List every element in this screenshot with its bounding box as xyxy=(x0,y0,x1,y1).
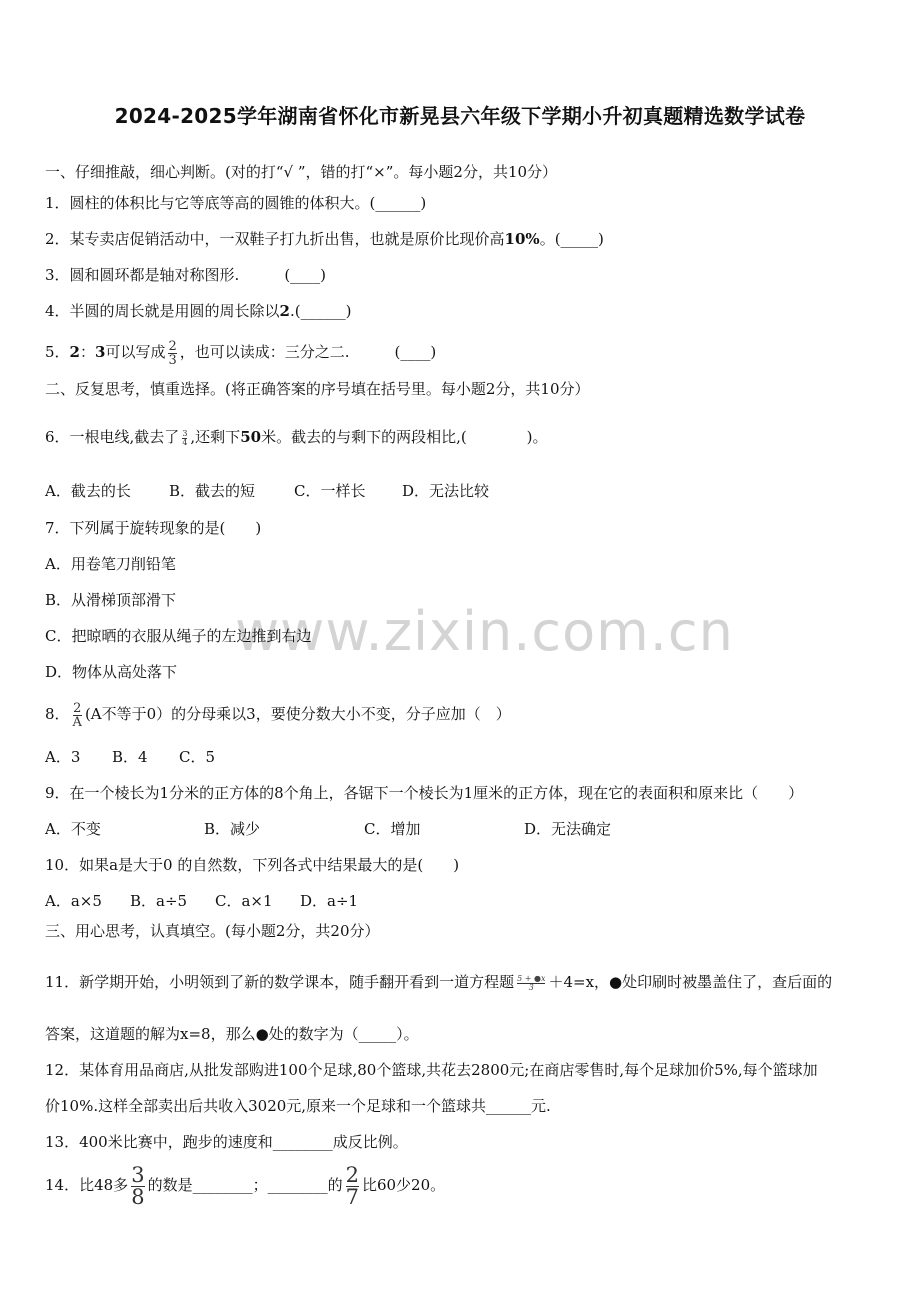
question-4-number: 2 xyxy=(279,302,290,320)
question-6 xyxy=(45,422,548,452)
fraction-two-thirds xyxy=(168,340,176,367)
section-2-heading: 二、反复思考，慎重选择。(将正确答案的序号填在括号里。每小题2分，共10分） xyxy=(45,380,590,398)
fraction-three-quarters xyxy=(182,430,187,447)
fraction-numerator: 2 xyxy=(73,700,82,716)
question-8-num: 8． xyxy=(45,705,70,723)
question-12-cont: 价10%.这样全部卖出后共收入3020元,原来一个足球和一个篮球共______元. xyxy=(45,1097,551,1115)
watermark: www.zixin.com.cn xyxy=(235,600,734,663)
option-d[interactable]: D．无法确定 xyxy=(524,820,612,838)
question-4-text: 4．半圆的周长就是用圆的周长除以 xyxy=(45,302,280,320)
option-a[interactable]: A．a×5 xyxy=(45,892,102,910)
fraction-denominator: A xyxy=(72,714,82,730)
question-2-blank: 。(_____) xyxy=(539,230,604,248)
fraction-three-eighths xyxy=(131,1162,145,1209)
question-14-text: 14．比48多 xyxy=(45,1176,129,1194)
question-11 xyxy=(45,966,832,998)
option-c[interactable]: C．把晾晒的衣服从绳子的左边推到右边 xyxy=(45,627,312,645)
option-c[interactable]: C．一样长 xyxy=(294,482,366,500)
option-d[interactable]: D．a÷1 xyxy=(300,892,359,910)
fraction-numerator: 3 xyxy=(182,428,188,438)
question-2 xyxy=(45,229,604,249)
option-b[interactable]: B．a÷5 xyxy=(130,892,188,910)
question-11-text: 11．新学期开始，小明领到了新的数学课本，随手翻开看到一道方程题 xyxy=(45,973,515,991)
fraction-denominator: 3 xyxy=(517,983,545,992)
equation-fraction xyxy=(517,975,545,992)
fraction-two-over-a xyxy=(73,702,82,729)
option-b[interactable]: B．减少 xyxy=(204,820,261,838)
question-8 xyxy=(45,696,511,732)
question-10-options xyxy=(45,891,358,911)
question-14-text-2: 的数是________；________的 xyxy=(147,1176,343,1194)
question-14-tail: 比60少20。 xyxy=(361,1176,446,1194)
question-5 xyxy=(45,334,436,370)
section-1-heading: 一、仔细推敲，细心判断。(对的打“√ ”，错的打“×”。每小题2分，共10分） xyxy=(45,163,558,181)
page-title: 2024-2025学年湖南省怀化市新晃县六年级下学期小升初真题精选数学试卷 xyxy=(114,104,806,128)
fraction-numerator: 5 + ●x xyxy=(517,973,546,983)
section-3-heading: 三、用心思考，认真填空。(每小题2分，共20分） xyxy=(45,922,380,940)
question-6-options xyxy=(45,481,489,501)
question-8-text: (A不等于0）的分母乘以3，要使分数大小不变，分子应加（ ） xyxy=(84,705,511,723)
question-9: 9．在一个棱长为1分米的正方体的8个角上，各锯下一个棱长为1厘米的正方体，现在它的表面积和原来比（ ） xyxy=(45,784,804,802)
option-c[interactable]: C．a×1 xyxy=(215,892,273,910)
question-4 xyxy=(45,301,351,321)
option-c[interactable]: C．5 xyxy=(179,748,216,766)
fraction-denominator: 4 xyxy=(182,437,188,447)
question-8-options xyxy=(45,747,215,767)
option-a[interactable]: A．3 xyxy=(45,748,81,766)
question-12: 12．某体育用品商店,从批发部购进100个足球,80个篮球,共花去2800元;在商店零售时,每个足球加价5%,每个篮球加 xyxy=(45,1061,818,1079)
option-d[interactable]: D．无法比较 xyxy=(402,482,490,500)
question-5-num: 5． xyxy=(45,343,70,361)
fraction-denominator: 7 xyxy=(345,1184,359,1209)
question-9-options xyxy=(45,819,611,839)
question-5-tail: ，也可以读成：三分之二. (____) xyxy=(179,343,437,361)
fraction-numerator: 3 xyxy=(131,1162,145,1187)
ratio-colon: ： xyxy=(79,343,95,361)
question-7: 7．下列属于旋转现象的是( ) xyxy=(45,519,262,537)
fraction-two-sevenths xyxy=(345,1162,359,1209)
option-a[interactable]: A．截去的长 xyxy=(45,482,131,500)
fraction-denominator: 3 xyxy=(168,352,177,368)
question-6-text: 6．一根电线,截去了 xyxy=(45,428,180,446)
question-14 xyxy=(45,1160,445,1210)
option-c[interactable]: C．增加 xyxy=(364,820,421,838)
fraction-denominator: 8 xyxy=(131,1184,145,1209)
fraction-numerator: 2 xyxy=(168,338,177,354)
option-b[interactable]: B．从滑梯顶部滑下 xyxy=(45,591,177,609)
question-1: 1．圆柱的体积比与它等底等高的圆锥的体积大。(______) xyxy=(45,194,427,212)
option-a[interactable]: A．用卷笔刀削铅笔 xyxy=(45,555,176,573)
question-11-cont: 答案，这道题的解为x=8，那么●处的数字为（_____）。 xyxy=(45,1025,419,1043)
question-6-tail: 米。截去的与剩下的两段相比,( )。 xyxy=(261,428,548,446)
question-6-number: 50 xyxy=(240,428,262,446)
ratio-left: 2 xyxy=(69,343,80,361)
question-10: 10．如果a是大于0 的自然数，下列各式中结果最大的是( ) xyxy=(45,856,460,874)
fraction-numerator: 2 xyxy=(345,1162,359,1187)
option-d[interactable]: D．物体从高处落下 xyxy=(45,663,178,681)
ratio-right: 3 xyxy=(95,343,106,361)
option-b[interactable]: B．截去的短 xyxy=(169,482,256,500)
question-2-text: 2．某专卖店促销活动中，一双鞋子打九折出售，也就是原价比现价高 xyxy=(45,230,505,248)
question-2-percent: 10% xyxy=(504,230,540,248)
question-3: 3．圆和圆环都是轴对称图形. (____) xyxy=(45,266,327,284)
question-13: 13．400米比赛中，跑步的速度和________成反比例。 xyxy=(45,1133,408,1151)
question-5-text: 可以写成 xyxy=(105,343,166,361)
question-4-blank: .(______) xyxy=(289,302,352,320)
question-6-text-2: ,还剩下 xyxy=(190,428,241,446)
question-11-text-2: ＋4=x，●处印刷时被墨盖住了，查后面的 xyxy=(548,973,833,991)
option-b[interactable]: B．4 xyxy=(112,748,148,766)
option-a[interactable]: A．不变 xyxy=(45,820,101,838)
